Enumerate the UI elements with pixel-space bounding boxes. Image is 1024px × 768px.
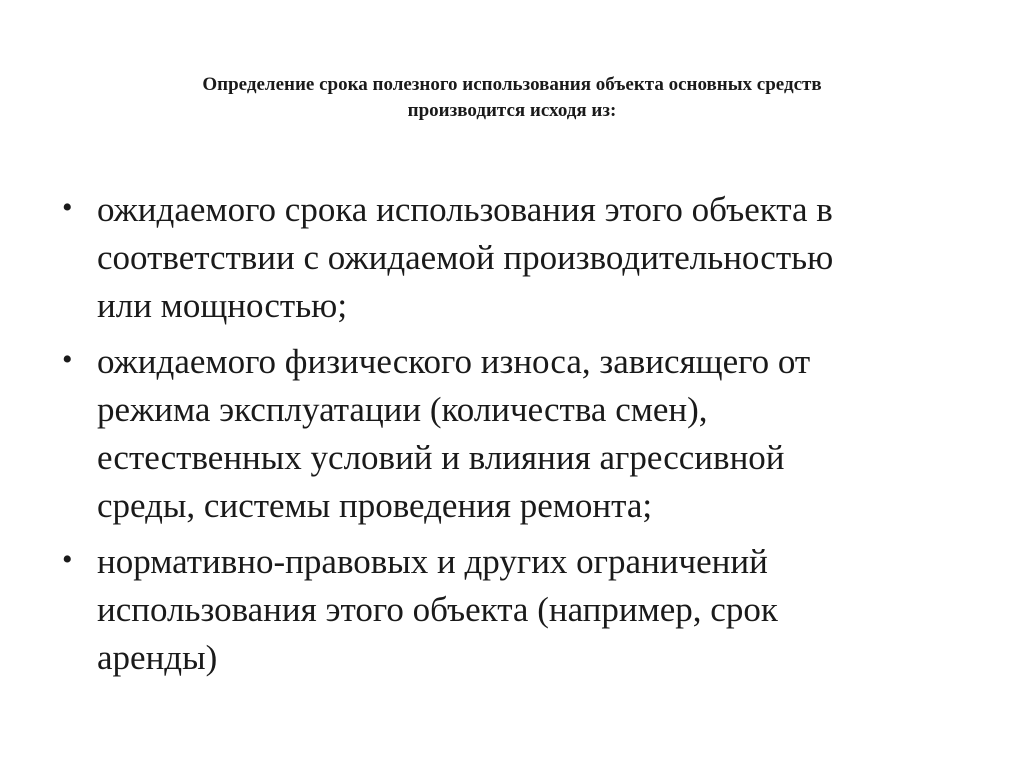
slide-title xyxy=(100,72,924,124)
bullet-line: среды, системы проведения ремонта; xyxy=(97,486,653,525)
bullet-line: нормативно-правовых и других ограничений xyxy=(97,542,768,581)
bullet-line: режима эксплуатации (количества смен), xyxy=(97,390,708,429)
bullet-item xyxy=(60,186,960,330)
bullet-list xyxy=(60,186,960,690)
bullet-item xyxy=(60,338,960,530)
bullet-line: аренды) xyxy=(97,638,218,677)
bullet-line: или мощностью; xyxy=(97,286,348,325)
slide-title-line: Определение срока полезного использования объекта основных средств xyxy=(202,74,822,95)
bullet-line: использования этого объекта (например, срок xyxy=(97,590,778,629)
bullet-icon: • xyxy=(62,191,73,224)
bullet-line: ожидаемого срока использования этого объекта в xyxy=(97,190,833,229)
bullet-line: естественных условий и влияния агрессивной xyxy=(97,438,785,477)
slide-title-line: производится исходя из: xyxy=(407,100,617,121)
bullet-line: соответствии с ожидаемой производительностью xyxy=(97,238,834,277)
bullet-item xyxy=(60,538,960,682)
bullet-icon: • xyxy=(62,543,73,576)
bullet-icon: • xyxy=(62,343,73,376)
bullet-line: ожидаемого физического износа, зависящего от xyxy=(97,342,811,381)
